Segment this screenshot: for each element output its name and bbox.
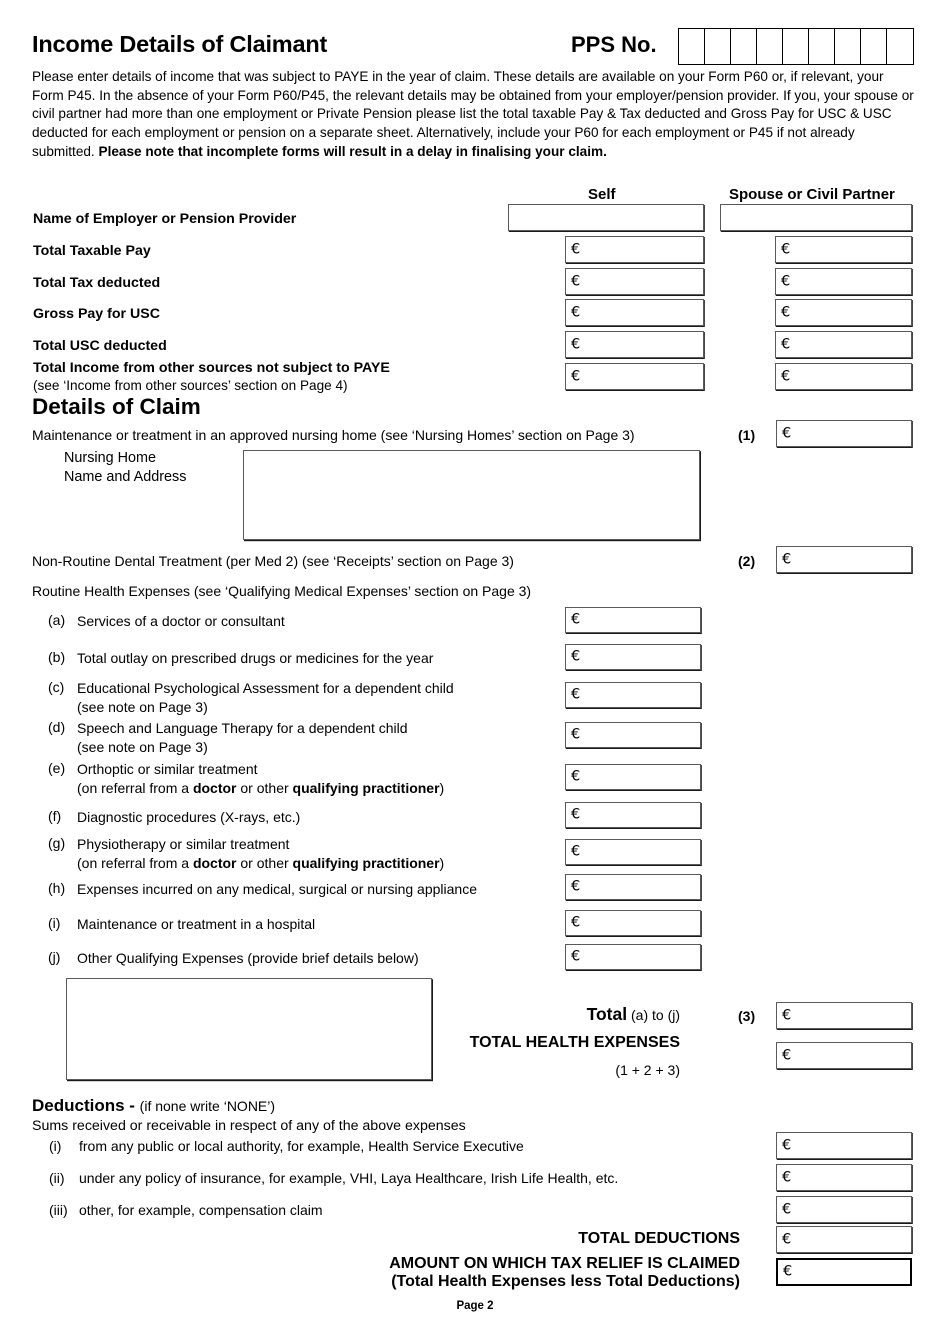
total-deductions-label: TOTAL DEDUCTIONS <box>578 1230 740 1247</box>
nursing-home-address-textarea[interactable] <box>243 450 700 540</box>
expense-item-amount-input[interactable] <box>565 722 701 748</box>
income-row-label: Total USC deducted <box>33 338 167 354</box>
tax-relief-label-line2: (Total Health Expenses less Total Deductions) <box>391 1273 740 1290</box>
euro-symbol: € <box>782 1136 792 1153</box>
expense-item-letter: (e) <box>48 760 66 776</box>
expense-item-amount-input[interactable] <box>565 874 701 900</box>
expense-item-label: Orthoptic or similar treatment (on referral from a doctor or other qualifying practitioner) <box>77 761 445 796</box>
expense-item-letter: (c) <box>48 679 65 695</box>
income-input-self[interactable] <box>565 236 704 263</box>
expense-item-label: Educational Psychological Assessment for a dependent child (see note on Page 3) <box>77 680 454 715</box>
euro-symbol: € <box>571 878 581 895</box>
euro-symbol: € <box>782 1046 792 1063</box>
euro-symbol: € <box>571 240 581 257</box>
euro-symbol: € <box>571 948 581 965</box>
euro-symbol: € <box>571 335 581 352</box>
income-row-label: Total Taxable Pay <box>33 243 151 259</box>
pps-cell-7[interactable] <box>835 29 861 64</box>
expense-item-label: Diagnostic procedures (X-rays, etc.) <box>77 809 301 825</box>
column-header-self: Self <box>588 186 616 203</box>
nursing-home-name-label-2: Name and Address <box>64 469 187 485</box>
income-input-self[interactable] <box>565 268 704 295</box>
euro-symbol: € <box>781 367 791 384</box>
expense-item-amount-input[interactable] <box>565 682 701 708</box>
pps-cell-3[interactable] <box>731 29 757 64</box>
dental-tag: (2) <box>738 553 756 569</box>
euro-symbol: € <box>571 768 581 785</box>
income-row-sublabel: (see ‘Income from other sources’ section on Page 4) <box>33 378 348 393</box>
expense-item-label: Physiotherapy or similar treatment (on referral from a doctor or other qualifying practitioner) <box>77 836 445 871</box>
total-health-expenses-formula: (1 + 2 + 3) <box>615 1062 680 1078</box>
expense-item-label: Other Qualifying Expenses (provide brief details below) <box>77 950 419 966</box>
expense-item-amount-input[interactable] <box>565 944 701 970</box>
deduction-item-number: (iii) <box>49 1202 68 1218</box>
expense-item-amount-input[interactable] <box>565 910 701 936</box>
euro-symbol: € <box>571 303 581 320</box>
income-row-label: Total Income from other sources not subject to PAYE <box>33 360 390 376</box>
expense-item-amount-input[interactable] <box>565 839 701 865</box>
nursing-home-amount-input[interactable] <box>776 420 912 447</box>
euro-symbol: € <box>783 1263 793 1280</box>
expense-item-amount-input[interactable] <box>565 764 701 790</box>
expense-item-label: Total outlay on prescribed drugs or medicines for the year <box>77 650 434 666</box>
euro-symbol: € <box>782 1006 792 1023</box>
deductions-heading <box>32 1096 275 1116</box>
column-header-spouse: Spouse or Civil Partner <box>729 186 895 203</box>
total-a-to-j-input[interactable] <box>776 1002 912 1029</box>
pps-cell-8[interactable] <box>861 29 887 64</box>
euro-symbol: € <box>571 914 581 931</box>
income-input-self[interactable] <box>565 363 704 390</box>
pps-cell-6[interactable] <box>809 29 835 64</box>
euro-symbol: € <box>571 843 581 860</box>
total-health-expenses-input[interactable] <box>776 1042 912 1069</box>
income-input-self[interactable] <box>565 331 704 358</box>
tax-relief-amount-input[interactable] <box>776 1258 912 1286</box>
expense-item-amount-input[interactable] <box>565 607 701 633</box>
total-a-to-j-label <box>430 1004 680 1025</box>
total-health-expenses-label: TOTAL HEALTH EXPENSES <box>469 1034 680 1051</box>
deductions-heading-note: (if none write ‘NONE’) <box>139 1098 276 1114</box>
expense-item-amount-input[interactable] <box>565 802 701 828</box>
euro-symbol: € <box>571 611 581 628</box>
expense-item-amount-input[interactable] <box>565 644 701 670</box>
expense-item-label: Expenses incurred on any medical, surgical or nursing appliance <box>77 881 477 897</box>
income-input-spouse[interactable] <box>775 331 912 358</box>
expense-item-letter: (g) <box>48 835 66 851</box>
nursing-home-name-label-1: Nursing Home <box>64 450 156 466</box>
euro-symbol: € <box>571 272 581 289</box>
income-input-spouse[interactable] <box>775 363 912 390</box>
euro-symbol: € <box>781 303 791 320</box>
dental-amount-input[interactable] <box>776 546 912 573</box>
euro-symbol: € <box>782 1168 792 1185</box>
euro-symbol: € <box>782 550 792 567</box>
other-expenses-details-textarea[interactable] <box>66 978 432 1080</box>
expense-item-label: Speech and Language Therapy for a dependent child (see note on Page 3) <box>77 720 408 755</box>
income-input-spouse[interactable] <box>775 299 912 326</box>
total-label-bold: Total <box>586 1004 628 1024</box>
expense-item-letter: (d) <box>48 719 66 735</box>
deduction-item-number: (ii) <box>49 1170 65 1186</box>
deductions-heading-bold: Deductions - <box>32 1096 140 1115</box>
income-input-spouse[interactable] <box>775 268 912 295</box>
euro-symbol: € <box>571 367 581 384</box>
euro-symbol: € <box>782 1230 792 1247</box>
income-row-label: Total Tax deducted <box>33 275 161 291</box>
income-input-spouse[interactable] <box>775 236 912 263</box>
total-tag: (3) <box>738 1008 756 1024</box>
total-label-rest: (a) to (j) <box>627 1007 680 1023</box>
pps-cell-9[interactable] <box>887 29 913 64</box>
details-of-claim-heading: Details of Claim <box>32 394 201 419</box>
total-deductions-input[interactable] <box>776 1226 912 1253</box>
deductions-subtitle: Sums received or receivable in respect of any of the above expenses <box>32 1118 466 1134</box>
expense-item-label: Services of a doctor or consultant <box>77 613 285 629</box>
intro-paragraph: Please enter details of income that was subject to PAYE in the year of claim. These details are available on your Form P60 or, if relevant, your Form P45. In the absence of your Form P60/P45, the relevant details may be obtained from your employer/pension provider. If you, your spouse or civil partner had more than one employment or Private Pension please list the total taxable Pay & Tax deducted and Gross Pay for USC & USC deducted for each employment or pension on a separate sheet. Alternatively, include your P60 for each employment or P45 if not already submitted. Please note that incomplete forms will result in a delay in finalising your claim. <box>32 69 914 159</box>
euro-symbol: € <box>782 1200 792 1217</box>
page-title: Income Details of Claimant <box>32 31 328 57</box>
pps-cell-4[interactable] <box>757 29 783 64</box>
income-input-spouse[interactable] <box>720 204 912 231</box>
pps-cell-5[interactable] <box>783 29 809 64</box>
euro-symbol: € <box>781 272 791 289</box>
page-footer: Page 2 <box>456 1300 494 1312</box>
income-input-self[interactable] <box>565 299 704 326</box>
expense-item-letter: (f) <box>48 808 62 824</box>
income-row-label: Gross Pay for USC <box>33 306 160 322</box>
deduction-item-label: other, for example, compensation claim <box>79 1202 323 1218</box>
expense-item-letter: (h) <box>48 880 66 896</box>
euro-symbol: € <box>571 726 581 743</box>
expense-item-letter: (b) <box>48 649 66 665</box>
deduction-item-label: under any policy of insurance, for example, VHI, Laya Healthcare, Irish Life Health, etc. <box>79 1170 619 1186</box>
nursing-home-tag: (1) <box>738 427 756 443</box>
pps-number-input[interactable] <box>678 28 914 65</box>
pps-number-label: PPS No. <box>571 32 657 57</box>
nursing-home-row-label: Maintenance or treatment in an approved nursing home (see ‘Nursing Homes’ section on Page 3) <box>32 427 635 443</box>
euro-symbol: € <box>571 806 581 823</box>
expense-item-letter: (i) <box>48 915 61 931</box>
euro-symbol: € <box>571 648 581 665</box>
deduction-item-amount-input[interactable] <box>776 1132 912 1159</box>
expense-item-label: Maintenance or treatment in a hospital <box>77 916 316 932</box>
euro-symbol: € <box>571 686 581 703</box>
pps-cell-1[interactable] <box>679 29 705 64</box>
pps-cell-2[interactable] <box>705 29 731 64</box>
tax-relief-label-line1: AMOUNT ON WHICH TAX RELIEF IS CLAIMED <box>389 1255 740 1272</box>
deduction-item-label: from any public or local authority, for example, Health Service Executive <box>79 1138 524 1154</box>
euro-symbol: € <box>782 424 792 441</box>
expense-item-letter: (j) <box>48 949 61 965</box>
deduction-item-number: (i) <box>49 1138 62 1154</box>
income-row-label: Name of Employer or Pension Provider <box>33 211 297 227</box>
income-input-self[interactable] <box>508 204 704 231</box>
deduction-item-amount-input[interactable] <box>776 1196 912 1223</box>
euro-symbol: € <box>781 335 791 352</box>
expense-item-letter: (a) <box>48 612 66 628</box>
euro-symbol: € <box>781 240 791 257</box>
routine-health-expenses-heading: Routine Health Expenses (see ‘Qualifying Medical Expenses’ section on Page 3) <box>32 583 532 599</box>
deduction-item-amount-input[interactable] <box>776 1164 912 1191</box>
dental-row-label: Non-Routine Dental Treatment (per Med 2) (see ‘Receipts’ section on Page 3) <box>32 553 514 569</box>
